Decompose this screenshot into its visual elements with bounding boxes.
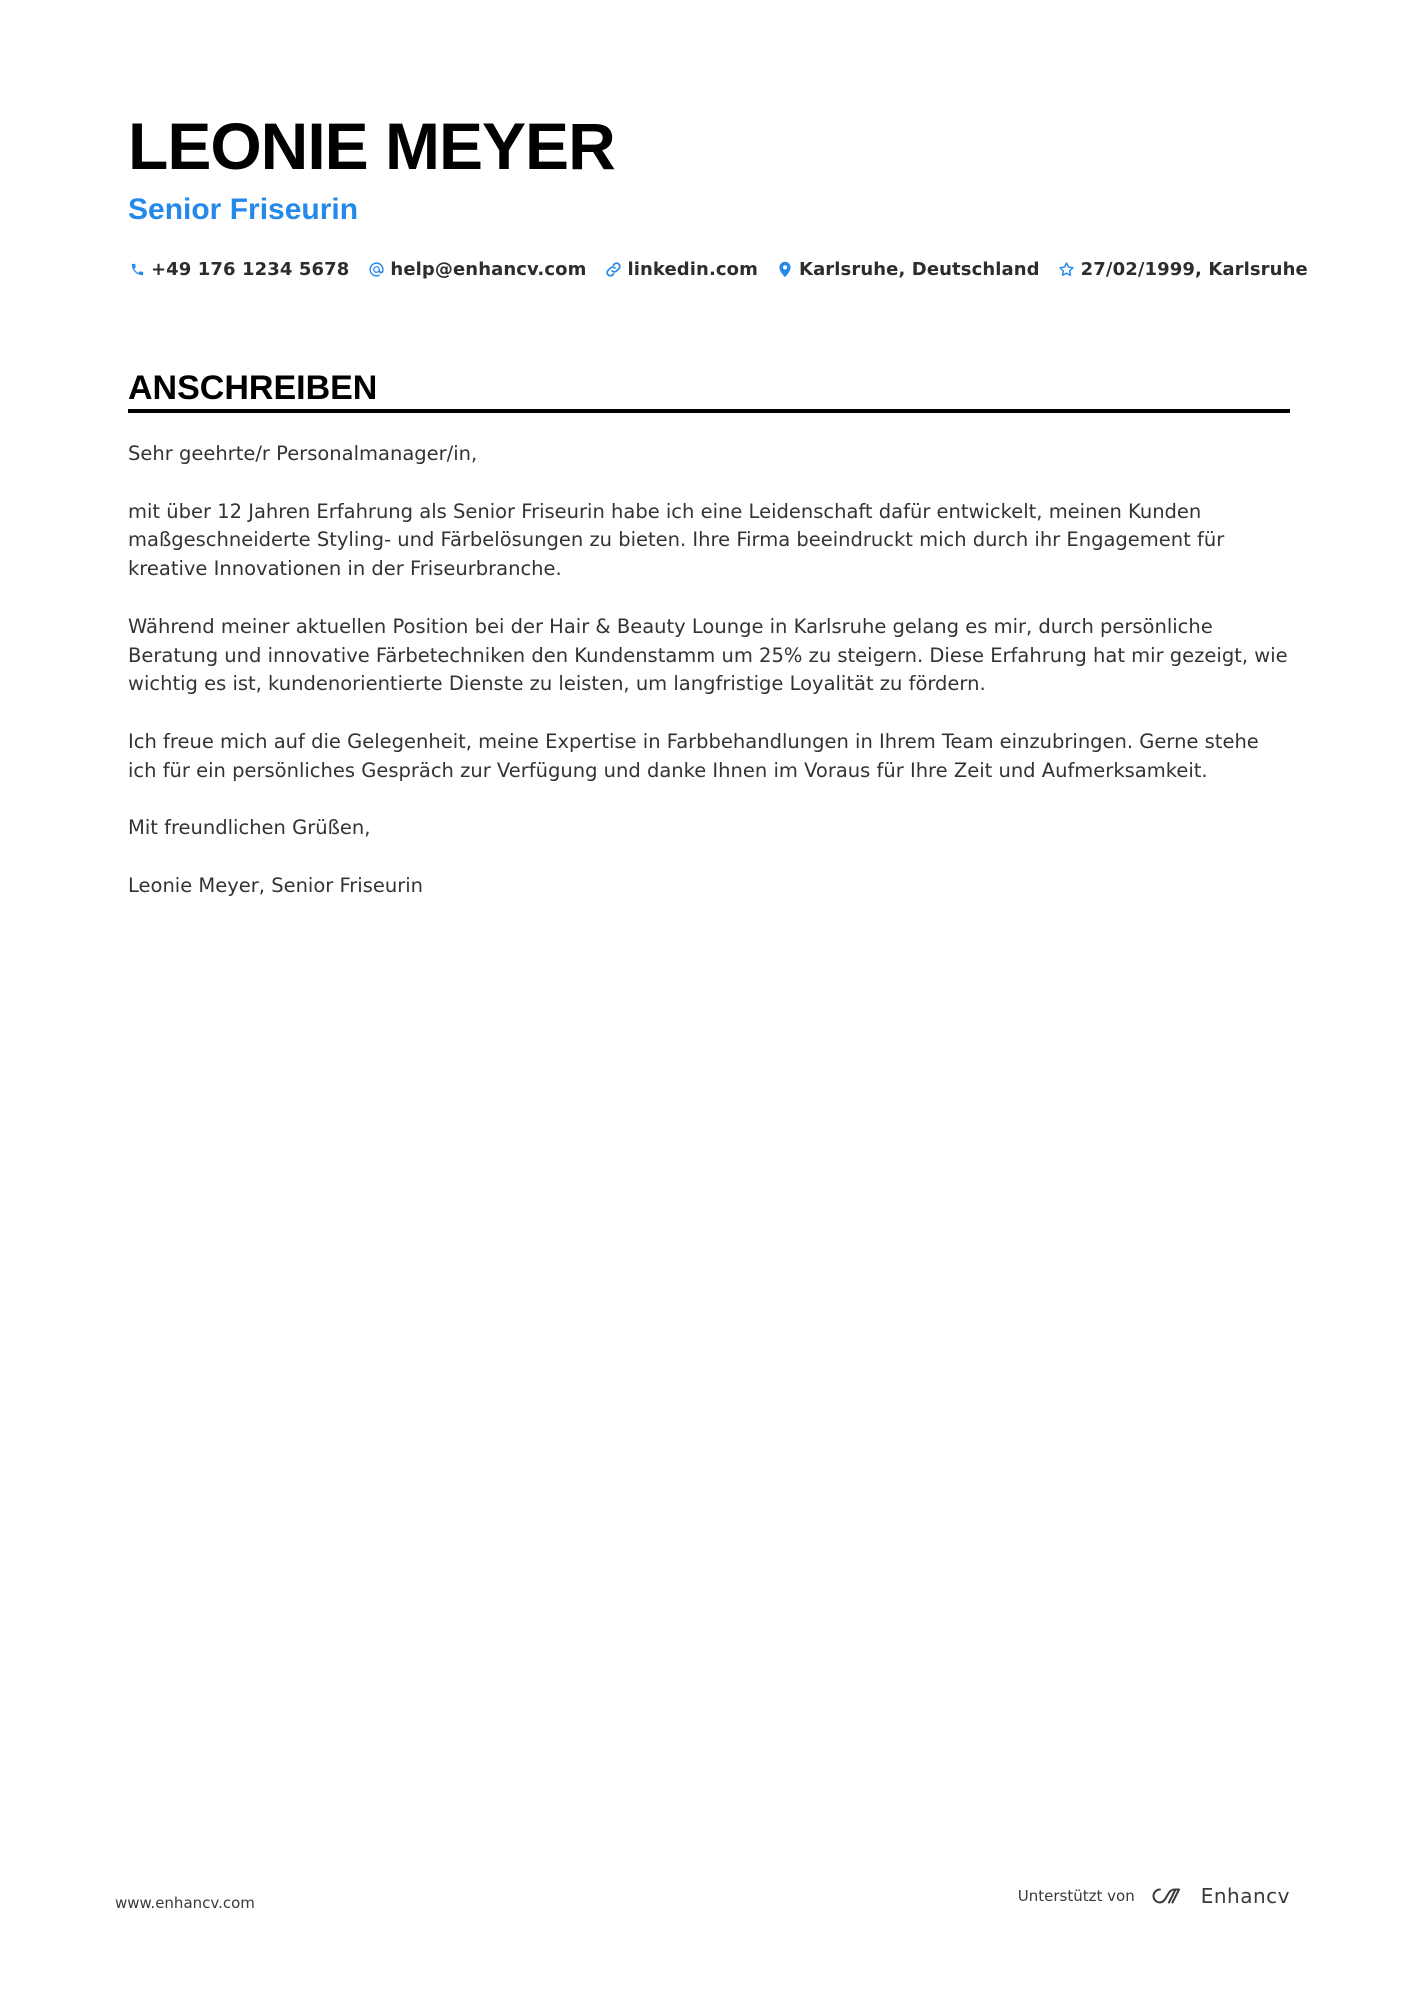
candidate-name: LEONIE MEYER [128,109,615,183]
star-icon [1058,260,1076,278]
contact-linkedin-label: linkedin.com [627,258,759,280]
location-pin-icon [776,260,794,278]
letter-paragraph-1: mit über 12 Jahren Erfahrung als Senior Friseurin habe ich eine Leidenschaft dafür entwickelt, meinen Kunden maßgeschneiderte Styling- und Färbelösungen zu bieten. Ihre Firma beeindruckt mich durch ihr Engagement für kreative Innovationen in der Friseurbranche. [128,499,1225,581]
letter-salutation: Sehr geehrte/r Personalmanager/in, [128,442,478,465]
contact-bar [128,254,1326,284]
contact-location-label: Karlsruhe, Deutschland [799,258,1040,280]
job-title: Senior Friseurin [128,193,359,226]
at-icon [367,260,385,278]
contact-email[interactable] [367,259,586,280]
contact-phone [128,259,349,280]
footer-branding[interactable] [1018,1884,1290,1908]
footer-website-link[interactable]: www.enhancv.com [115,1894,255,1912]
link-icon [604,260,622,278]
powered-by-label: Unterstützt von [1017,1887,1135,1905]
contact-location [776,259,1040,280]
enhancv-brand-name: Enhancv [1200,1884,1290,1908]
letter-closing: Mit freundlichen Grüßen, [128,816,371,840]
contact-linkedin[interactable] [604,259,758,280]
letter-signature: Leonie Meyer, Senior Friseurin [128,873,424,897]
letter-body [128,440,1290,930]
enhancv-logo-icon [1147,1884,1191,1908]
section-heading-anschreiben: ANSCHREIBEN [128,369,378,407]
contact-birth [1058,259,1308,280]
section-divider [128,409,1290,413]
phone-icon [128,260,146,278]
contact-phone-label: +49 176 1234 5678 [151,258,350,280]
contact-birth-label: 27/02/1999, Karlsruhe [1080,258,1308,280]
contact-email-label: help@enhancv.com [390,258,587,280]
letter-paragraph-2: Während meiner aktuellen Position bei der Hair & Beauty Lounge in Karlsruhe gelang es mir, durch persönliche Beratung und innovative Färbetechniken den Kundenstamm um 25% zu steigern. Diese Erfahrung hat mir gezeigt, wie wichtig es ist, kundenorientierte Dienste zu leisten, um langfristige Loyalität zu fördern. [128,614,1288,696]
letter-paragraph-3: Ich freue mich auf die Gelegenheit, meine Expertise in Farbbehandlungen in Ihrem Team einzubringen. Gerne stehe ich für ein persönliches Gespräch zur Verfügung und danke Ihnen im Voraus für Ihre Zeit und Aufmerksamkeit. [128,729,1259,782]
